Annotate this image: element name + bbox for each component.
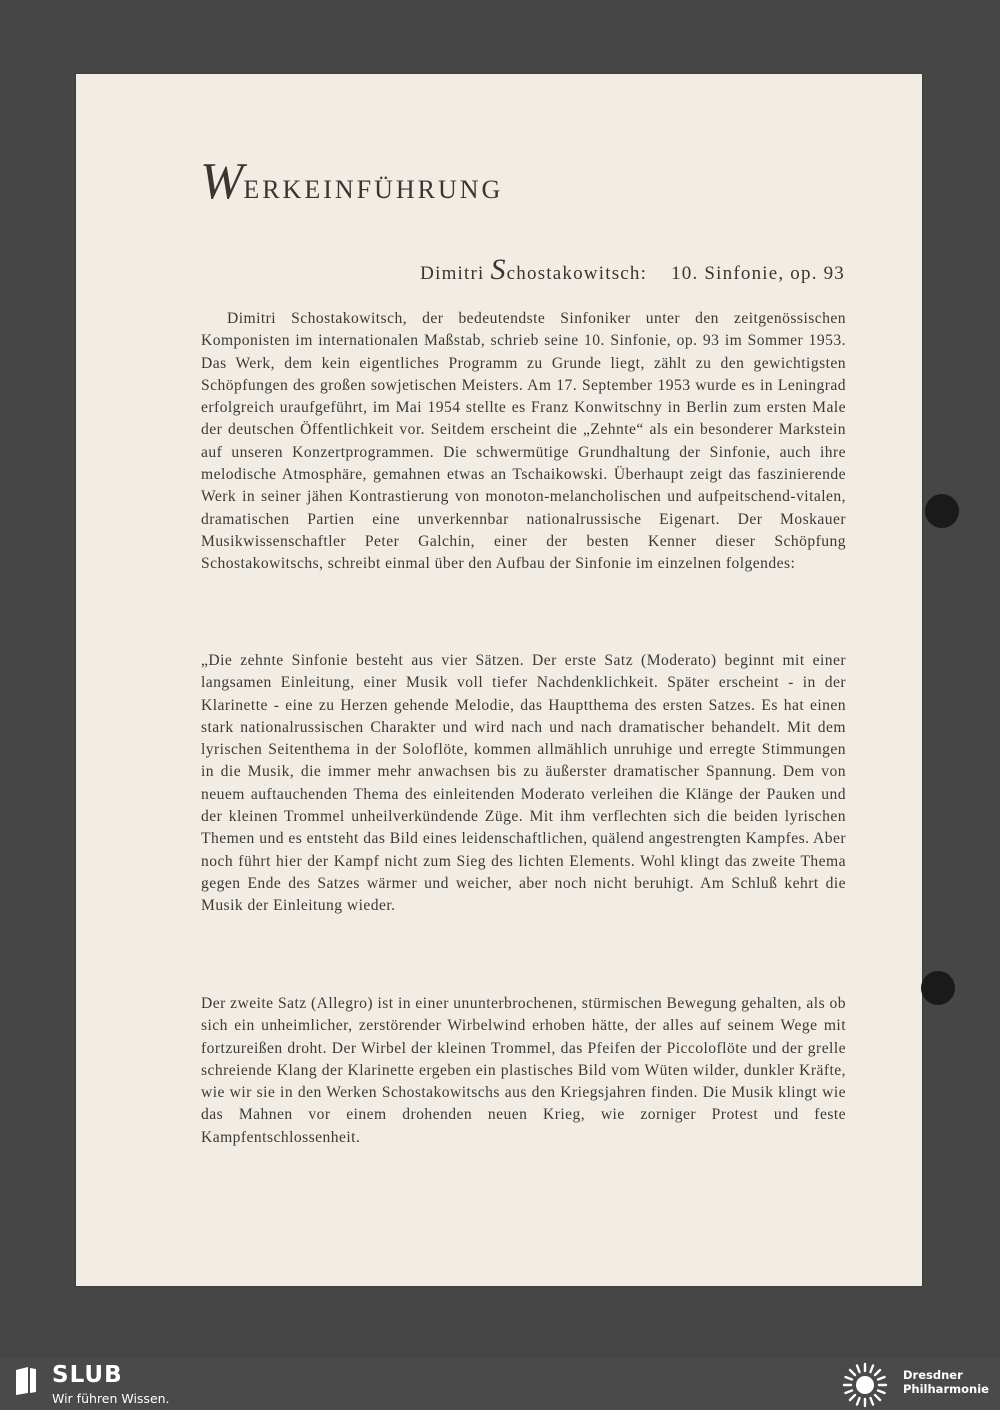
- punch-hole: [921, 971, 955, 1005]
- philharmonie-sunburst-icon[interactable]: [842, 1362, 888, 1408]
- work-title: 10. Sinfonie, op. 93: [671, 263, 845, 284]
- library-name[interactable]: SLUB: [52, 1362, 123, 1388]
- partner-name[interactable]: [903, 1368, 989, 1396]
- paragraph-introduction: Dimitri Schostakowitsch, der bedeutendste Sinfoniker unter den zeitgenössischen Komponisten im internationalen Maßstab, schrieb seine 10. Sinfonie, op. 93 im Sommer 1953. Das Werk, dem kein eigentliches Programm zu Grunde liegt, zählt zu den gewichtigsten Schöpfungen des großen sowjetischen Meisters. Am 17. September 1953 wurde es in Leningrad erfolgreich uraufgeführt, im Mai 1954 stellte es Franz Konwitschny in Berlin zum ersten Male der deutschen Öffentlichkeit vor. Seitdem erscheint die „Zehnte“ als ein besonderer Markstein auf unseren Konzertprogrammen. Die schwermütige Grundhaltung der Sinfonie, auch ihre melodische Atmosphäre, gemahnen etwas an Tschaikowski. Überhaupt zeigt das faszinierende Werk in seiner jähen Kontrastierung von monoton-melancholischen und aufpeitschend-vitalen, dramatischen Partien eine unverkennbar nationalrussische Eigenart. Der Moskauer Musikwissenschaftler Peter Galchin, einer der besten Kenner dieser Schöpfung Schostakowitschs, schreibt einmal über den Aufbau der Sinfonie im einzelnen folgendes:: [201, 310, 846, 573]
- title-rest: ERKEINFÜHRUNG: [243, 175, 504, 204]
- page-title: [200, 152, 503, 211]
- paragraph-second-movement: Der zweite Satz (Allegro) ist in einer ununterbrochenen, stürmischen Bewegung gehalten, als ob sich ein unheimlicher, zerstörender Wirbelwind erhoben hätte, der alles auf seinem Wege mit fortzureißen droht. Der Wirbel der kleinen Trommel, das Pfeifen der Piccoloflöte und der grelle schreiende Klang der Klarinette ergeben ein plastisches Bild vom Wüten wilder, dunkler Kräfte, wie wir sie in den Werken Schostakowitschs aus den Kriegsjahren finden. Die Musik klingt wie das Mahnen vor einem drohenden neuen Krieg, wie zorniger Protest und feste Kampfentschlossenheit.: [201, 995, 846, 1146]
- composer-first-name: Dimitri: [420, 263, 485, 284]
- work-subtitle: [420, 253, 845, 287]
- partner-name-line2: Philharmonie: [903, 1382, 989, 1396]
- partner-name-line1: Dresdner: [903, 1368, 963, 1382]
- library-tagline: Wir führen Wissen.: [52, 1391, 170, 1406]
- title-initial: W: [200, 153, 244, 210]
- composer-last-name: chostakowitsch:: [506, 263, 648, 284]
- composer-initial: S: [490, 253, 507, 286]
- footer-bar: [0, 1358, 1000, 1410]
- punch-hole: [925, 494, 959, 528]
- slub-book-icon[interactable]: [14, 1366, 38, 1396]
- paragraph-first-movement: „Die zehnte Sinfonie besteht aus vier Sätzen. Der erste Satz (Moderato) beginnt mit einer langsamen Einleitung, einer Musik voll tiefer Nachdenklichkeit. Später erscheint - in der Klarinette - eine zu Herzen gehende Melodie, das Hauptthema des ersten Satzes. Es hat einen stark nationalrussischen Charakter und wird nach und nach dramatischer behandelt. Mit dem lyrischen Seitenthema in der Soloflöte, kommen allmählich unruhige und erregte Stimmungen in die Musik, die immer mehr anwachsen bis zu äußerster dramatischer Spannung. Dem von neuem auftauchenden Thema des einleitenden Moderato verleihen die Klänge der Pauken und der kleinen Trommel unheilverkündende Züge. Mit ihm verflechten sich die beiden lyrischen Themen und es entsteht das Bild eines leidenschaftlichen, quälend angestrengten Kampfes. Aber noch führt hier der Kampf nicht zum Sieg des lichten Elements. Wohl klingt das zweite Thema gegen Ende des Satzes wärmer und weicher, aber noch nicht beruhigt. Am Schluß kehrt die Musik der Einleitung wieder.: [201, 652, 846, 915]
